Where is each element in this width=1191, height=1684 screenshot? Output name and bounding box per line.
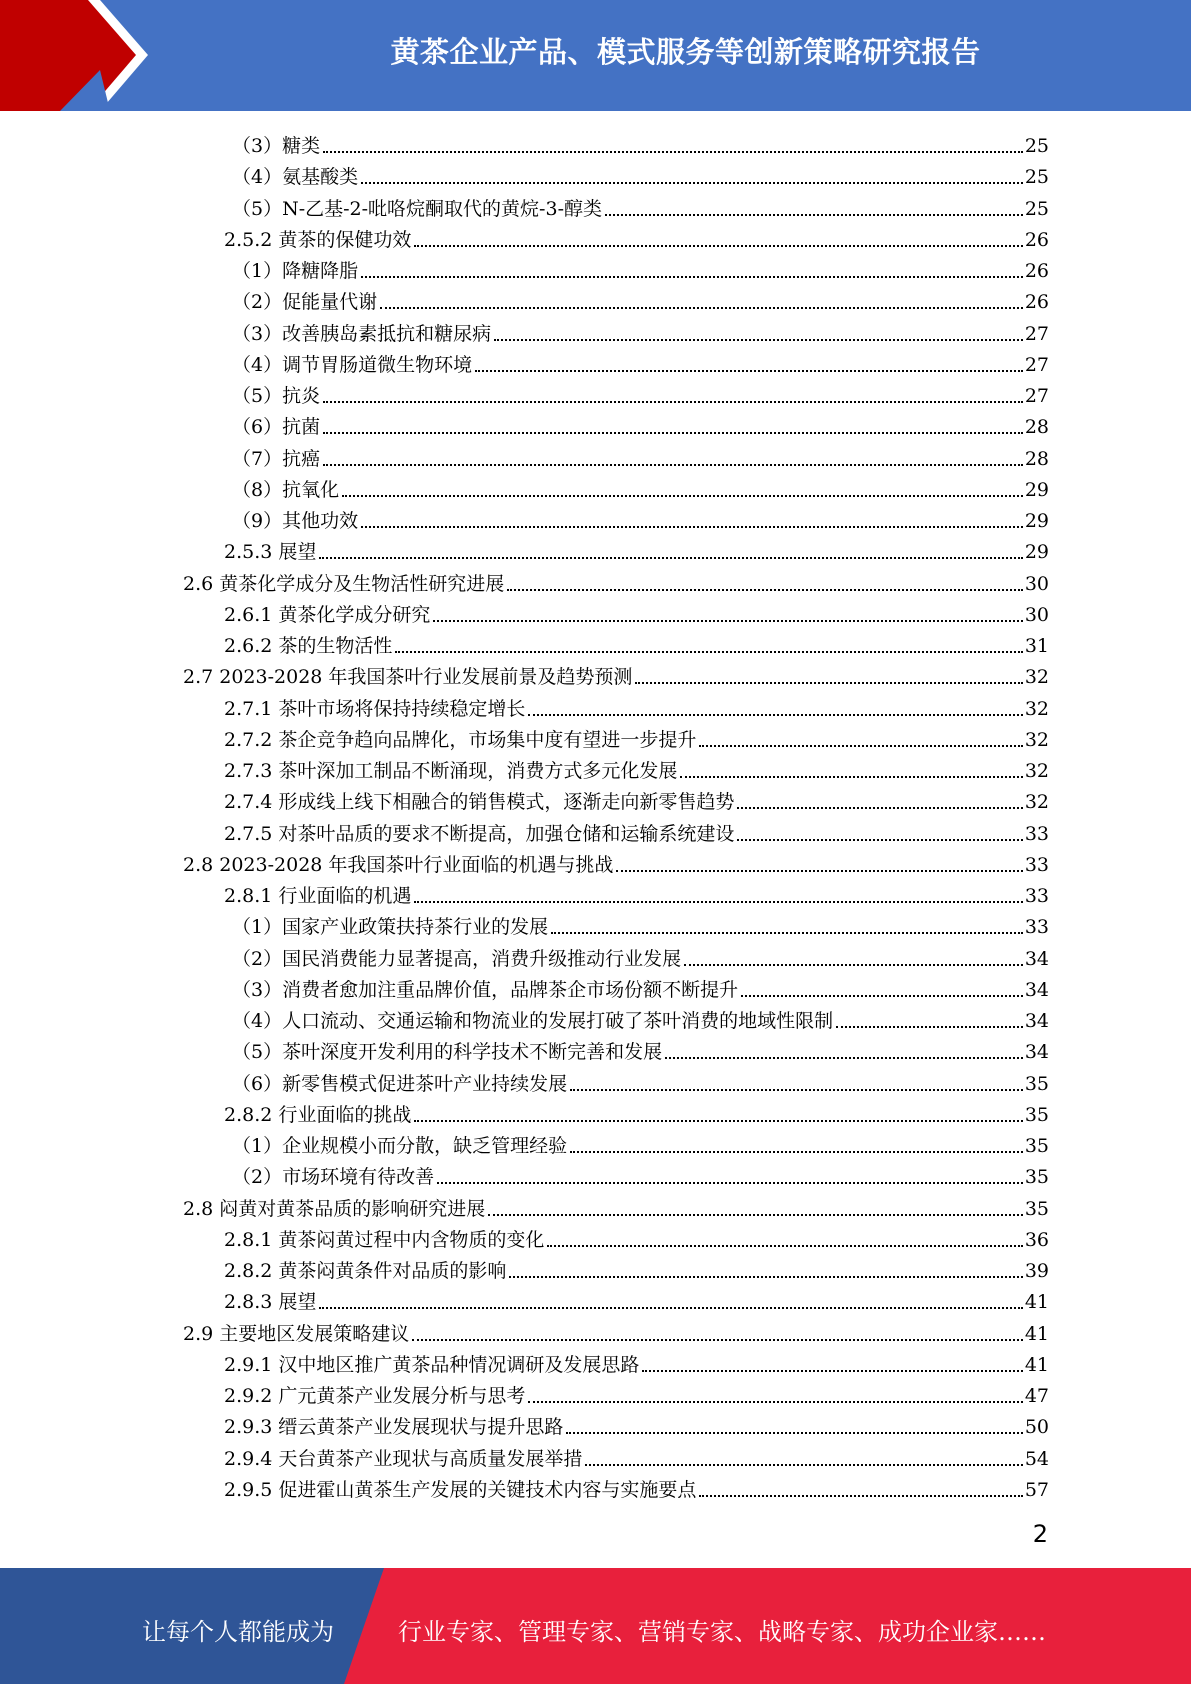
toc-entry-label: 2.5.3 展望 [224,541,317,564]
toc-entry-page: 26 [1024,291,1049,314]
page-number: 2 [1032,1520,1048,1548]
toc-dot-leader [699,745,1022,747]
toc-dot-leader [361,276,1023,278]
toc-entry-page: 35 [1024,1072,1049,1095]
toc-entry-label: 2.7.3 茶叶深加工制品不断涌现，消费方式多元化发展 [224,760,678,782]
toc-entry[interactable] [224,1252,1049,1283]
toc-entry-page: 25 [1024,166,1049,189]
toc-entry-page: 30 [1024,572,1049,595]
toc-entry-page: 33 [1024,822,1049,845]
toc-dot-leader [414,901,1022,903]
toc-entry-label: （1）企业规模小而分散，缺乏管理经验 [232,1135,568,1157]
toc-entry[interactable] [224,815,1049,846]
toc-entry-page: 34 [1024,1041,1049,1064]
toc-entry-page: 30 [1024,603,1049,626]
toc-entry-label: 2.8.2 黄茶闷黄条件对品质的影响 [224,1260,507,1282]
toc-entry[interactable] [224,627,1049,658]
toc-entry[interactable] [183,1190,1049,1221]
toc-entry-page: 32 [1024,791,1049,814]
toc-entry[interactable] [232,940,1049,971]
toc-entry-label: （9）其他功效 [232,510,359,532]
toc-entry[interactable] [232,190,1049,221]
toc-entry[interactable] [183,1315,1049,1346]
toc-entry-page: 57 [1024,1478,1049,1501]
toc-entry-label: 2.5.2 黄茶的保健功效 [224,228,412,251]
toc-dot-leader [323,151,1023,153]
toc-entry-label: 2.6 黄茶化学成分及生物活性研究进展 [183,572,505,595]
toc-dot-leader [507,589,1023,591]
toc-entry-page: 35 [1024,1197,1049,1220]
toc-entry-label: （5）抗炎 [232,385,321,407]
toc-entry-label: 2.8.1 黄茶闷黄过程中内含物质的变化 [224,1228,545,1251]
toc-dot-leader [433,620,1022,622]
toc-entry-label: （1）国家产业政策扶持茶行业的发展 [232,916,549,939]
toc-entry-label: 2.8 2023-2028 年我国茶叶行业面临的机遇与挑战 [183,853,614,876]
toc-dot-leader [528,1401,1022,1403]
toc-dot-leader [570,1151,1023,1153]
toc-entry-page: 32 [1024,728,1049,751]
toc-entry[interactable] [183,565,1049,596]
toc-dot-leader [380,307,1023,309]
toc-entry[interactable] [224,1408,1049,1439]
toc-dot-leader [323,432,1023,434]
toc-entry[interactable] [232,1158,1049,1189]
toc-entry-label: 2.9.4 天台黄茶产业现状与高质量发展举措 [224,1447,583,1470]
toc-entry-label: 2.7.1 茶叶市场将保持持续稳定增长 [224,697,526,720]
toc-entry-page: 33 [1024,853,1049,876]
page-header [0,0,1191,111]
toc-entry-label: （3）消费者愈加注重品牌价值，品牌茶企市场份额不断提升 [232,978,739,1001]
toc-entry-label: 2.9.2 广元黄茶产业发展分析与思考 [224,1385,526,1407]
toc-entry[interactable] [224,1346,1049,1377]
toc-dot-leader [414,245,1022,247]
header-arrow-decoration [0,0,160,111]
toc-entry-page: 54 [1024,1447,1049,1470]
toc-entry[interactable] [224,1471,1049,1502]
toc-dot-leader [342,495,1023,497]
toc-entry-label: （6）抗菌 [232,416,321,439]
toc-dot-leader [566,1432,1022,1434]
toc-dot-leader [395,651,1022,653]
toc-entry[interactable] [224,752,1049,783]
toc-entry-label: （6）新零售模式促进茶叶产业持续发展 [232,1072,568,1095]
toc-entry-label: （3）糖类 [232,135,321,157]
toc-dot-leader [551,932,1023,934]
toc-entry[interactable] [232,252,1049,283]
toc-entry-page: 41 [1024,1353,1049,1376]
toc-entry[interactable] [224,1377,1049,1408]
toc-entry[interactable] [224,596,1049,627]
toc-entry-page: 28 [1024,447,1049,470]
toc-entry-label: 2.6.1 黄茶化学成分研究 [224,603,431,626]
page-footer [0,1568,1191,1684]
toc-entry[interactable] [232,1002,1049,1033]
toc-entry-label: 2.7.4 形成线上线下相融合的销售模式，逐渐走向新零售趋势 [224,791,735,814]
toc-entry-label: （2）市场环境有待改善 [232,1166,435,1189]
toc-entry[interactable] [232,502,1049,533]
toc-entry-page: 50 [1024,1416,1049,1439]
toc-entry-label: 2.6.2 茶的生物活性 [224,635,393,657]
toc-entry-page: 41 [1024,1291,1049,1314]
toc-entry-page: 34 [1024,978,1049,1001]
toc-entry[interactable] [183,658,1049,689]
toc-dot-leader [737,807,1022,809]
toc-entry-label: （3）改善胰岛素抵抗和糖尿病 [232,322,492,345]
toc-entry-page: 33 [1024,916,1049,939]
toc-entry-page: 25 [1024,135,1049,157]
toc-dot-leader [323,401,1023,403]
toc-entry[interactable] [224,533,1049,564]
toc-entry-label: 2.9.5 促进霍山黄茶生产发展的关键技术内容与实施要点 [224,1478,697,1501]
toc-entry[interactable] [232,283,1049,314]
toc-entry-label: （4）调节胃肠道微生物环境 [232,353,473,376]
toc-entry-page: 29 [1024,541,1049,564]
toc-entry-page: 36 [1024,1228,1049,1251]
toc-entry[interactable] [232,1065,1049,1096]
toc-entry-label: （1）降糖降脂 [232,260,359,282]
report-title: 黄茶企业产品、模式服务等创新策略研究报告 [390,35,981,69]
toc-dot-leader [475,370,1023,372]
toc-entry[interactable] [232,346,1049,377]
toc-entry-label: （4）人口流动、交通运输和物流业的发展打破了茶叶消费的地域性限制 [232,1010,834,1032]
toc-entry-page: 33 [1024,885,1049,907]
toc-entry-label: （5）茶叶深度开发利用的科学技术不断完善和发展 [232,1041,663,1064]
toc-entry-page: 26 [1024,228,1049,251]
toc-dot-leader [570,1089,1023,1091]
toc-dot-leader [665,1057,1023,1059]
toc-entry-page: 26 [1024,260,1049,282]
toc-entry[interactable] [224,721,1049,752]
toc-entry-page: 27 [1024,353,1049,376]
toc-dot-leader [635,682,1022,684]
toc-entry[interactable] [232,158,1049,189]
toc-entry-label: 2.8.2 行业面临的挑战 [224,1103,412,1126]
toc-dot-leader [319,1307,1022,1309]
footer-slogan-right: 行业专家、管理专家、营销专家、战略专家、成功企业家…… [398,1618,1046,1646]
toc-dot-leader [680,776,1022,778]
toc-entry-page: 27 [1024,322,1049,345]
toc-entry-label: （4）氨基酸类 [232,166,359,189]
toc-dot-leader [737,839,1022,841]
toc-entry[interactable] [224,1283,1049,1314]
toc-entry-label: 2.8.1 行业面临的机遇 [224,885,412,907]
toc-entry-page: 29 [1024,478,1049,501]
toc-entry-page: 34 [1024,1010,1049,1032]
toc-entry[interactable] [224,1440,1049,1471]
toc-entry[interactable] [224,877,1049,908]
toc-entry-label: 2.7.2 茶企竞争趋向品牌化，市场集中度有望进一步提升 [224,728,697,751]
toc-dot-leader [488,1214,1023,1216]
toc-entry-page: 35 [1024,1103,1049,1126]
toc-entry[interactable] [232,440,1049,471]
toc-entry-label: 2.7 2023-2028 年我国茶叶行业发展前景及趋势预测 [183,666,633,689]
toc-entry-label: 2.8 闷黄对黄茶品质的影响研究进展 [183,1197,486,1220]
toc-dot-leader [741,995,1023,997]
toc-entry-label: 2.9.1 汉中地区推广黄茶品种情况调研及发展思路 [224,1353,640,1376]
toc-entry[interactable] [232,908,1049,939]
toc-dot-leader [616,870,1022,872]
toc-entry-page: 35 [1024,1166,1049,1189]
toc-entry-page: 32 [1024,666,1049,689]
toc-entry-page: 31 [1024,635,1049,657]
toc-entry[interactable] [224,221,1049,252]
toc-dot-leader [509,1276,1022,1278]
toc-entry[interactable] [183,846,1049,877]
toc-entry[interactable] [224,1221,1049,1252]
toc-entry[interactable] [232,127,1049,158]
toc-dot-leader [437,1182,1023,1184]
toc-entry-label: （2）国民消费能力显著提高，消费升级推动行业发展 [232,947,682,970]
toc-entry-label: （5）N-乙基-2-吡咯烷酮取代的黄烷-3-醇类 [232,197,602,220]
toc-dot-leader [585,1464,1022,1466]
toc-dot-leader [699,1495,1022,1497]
toc-entry-label: （2）促能量代谢 [232,291,378,314]
toc-dot-leader [836,1026,1023,1028]
toc-entry[interactable] [232,377,1049,408]
toc-dot-leader [605,214,1023,216]
toc-dot-leader [642,1370,1022,1372]
toc-entry-page: 28 [1024,416,1049,439]
toc-entry-label: 2.9 主要地区发展策略建议 [183,1322,410,1345]
toc-dot-leader [361,182,1023,184]
toc-entry-page: 39 [1024,1260,1049,1282]
toc-dot-leader [323,464,1023,466]
toc-entry-page: 32 [1024,760,1049,782]
toc-entry-page: 25 [1024,197,1049,220]
toc-entry-page: 35 [1024,1135,1049,1157]
toc-entry[interactable] [232,471,1049,502]
toc-entry[interactable] [224,1096,1049,1127]
toc-entry-page: 32 [1024,697,1049,720]
toc-dot-leader [319,557,1022,559]
toc-entry-label: （8）抗氧化 [232,478,340,501]
toc-dot-leader [412,1339,1023,1341]
toc-entry-page: 47 [1024,1385,1049,1407]
toc-dot-leader [547,1245,1022,1247]
toc-entry-page: 41 [1024,1322,1049,1345]
toc-entry-label: 2.8.3 展望 [224,1291,317,1314]
toc-dot-leader [684,964,1023,966]
toc-entry[interactable] [232,408,1049,439]
toc-entry[interactable] [232,1033,1049,1064]
toc-entry-label: 2.7.5 对茶叶品质的要求不断提高，加强仓储和运输系统建设 [224,822,735,845]
toc-entry-page: 34 [1024,947,1049,970]
toc-entry-label: （7）抗癌 [232,447,321,470]
toc-entry[interactable] [232,1127,1049,1158]
toc-dot-leader [361,526,1023,528]
toc-dot-leader [528,714,1022,716]
toc-entry-page: 27 [1024,385,1049,407]
toc-entry-label: 2.9.3 缙云黄茶产业发展现状与提升思路 [224,1416,564,1439]
toc-entry[interactable] [224,690,1049,721]
toc-dot-leader [414,1120,1022,1122]
toc-entry-page: 29 [1024,510,1049,532]
toc-entry[interactable] [232,971,1049,1002]
footer-slogan-left: 让每个人都能成为 [142,1618,334,1646]
toc-entry[interactable] [224,783,1049,814]
toc-entry[interactable] [232,315,1049,346]
toc-dot-leader [494,339,1023,341]
